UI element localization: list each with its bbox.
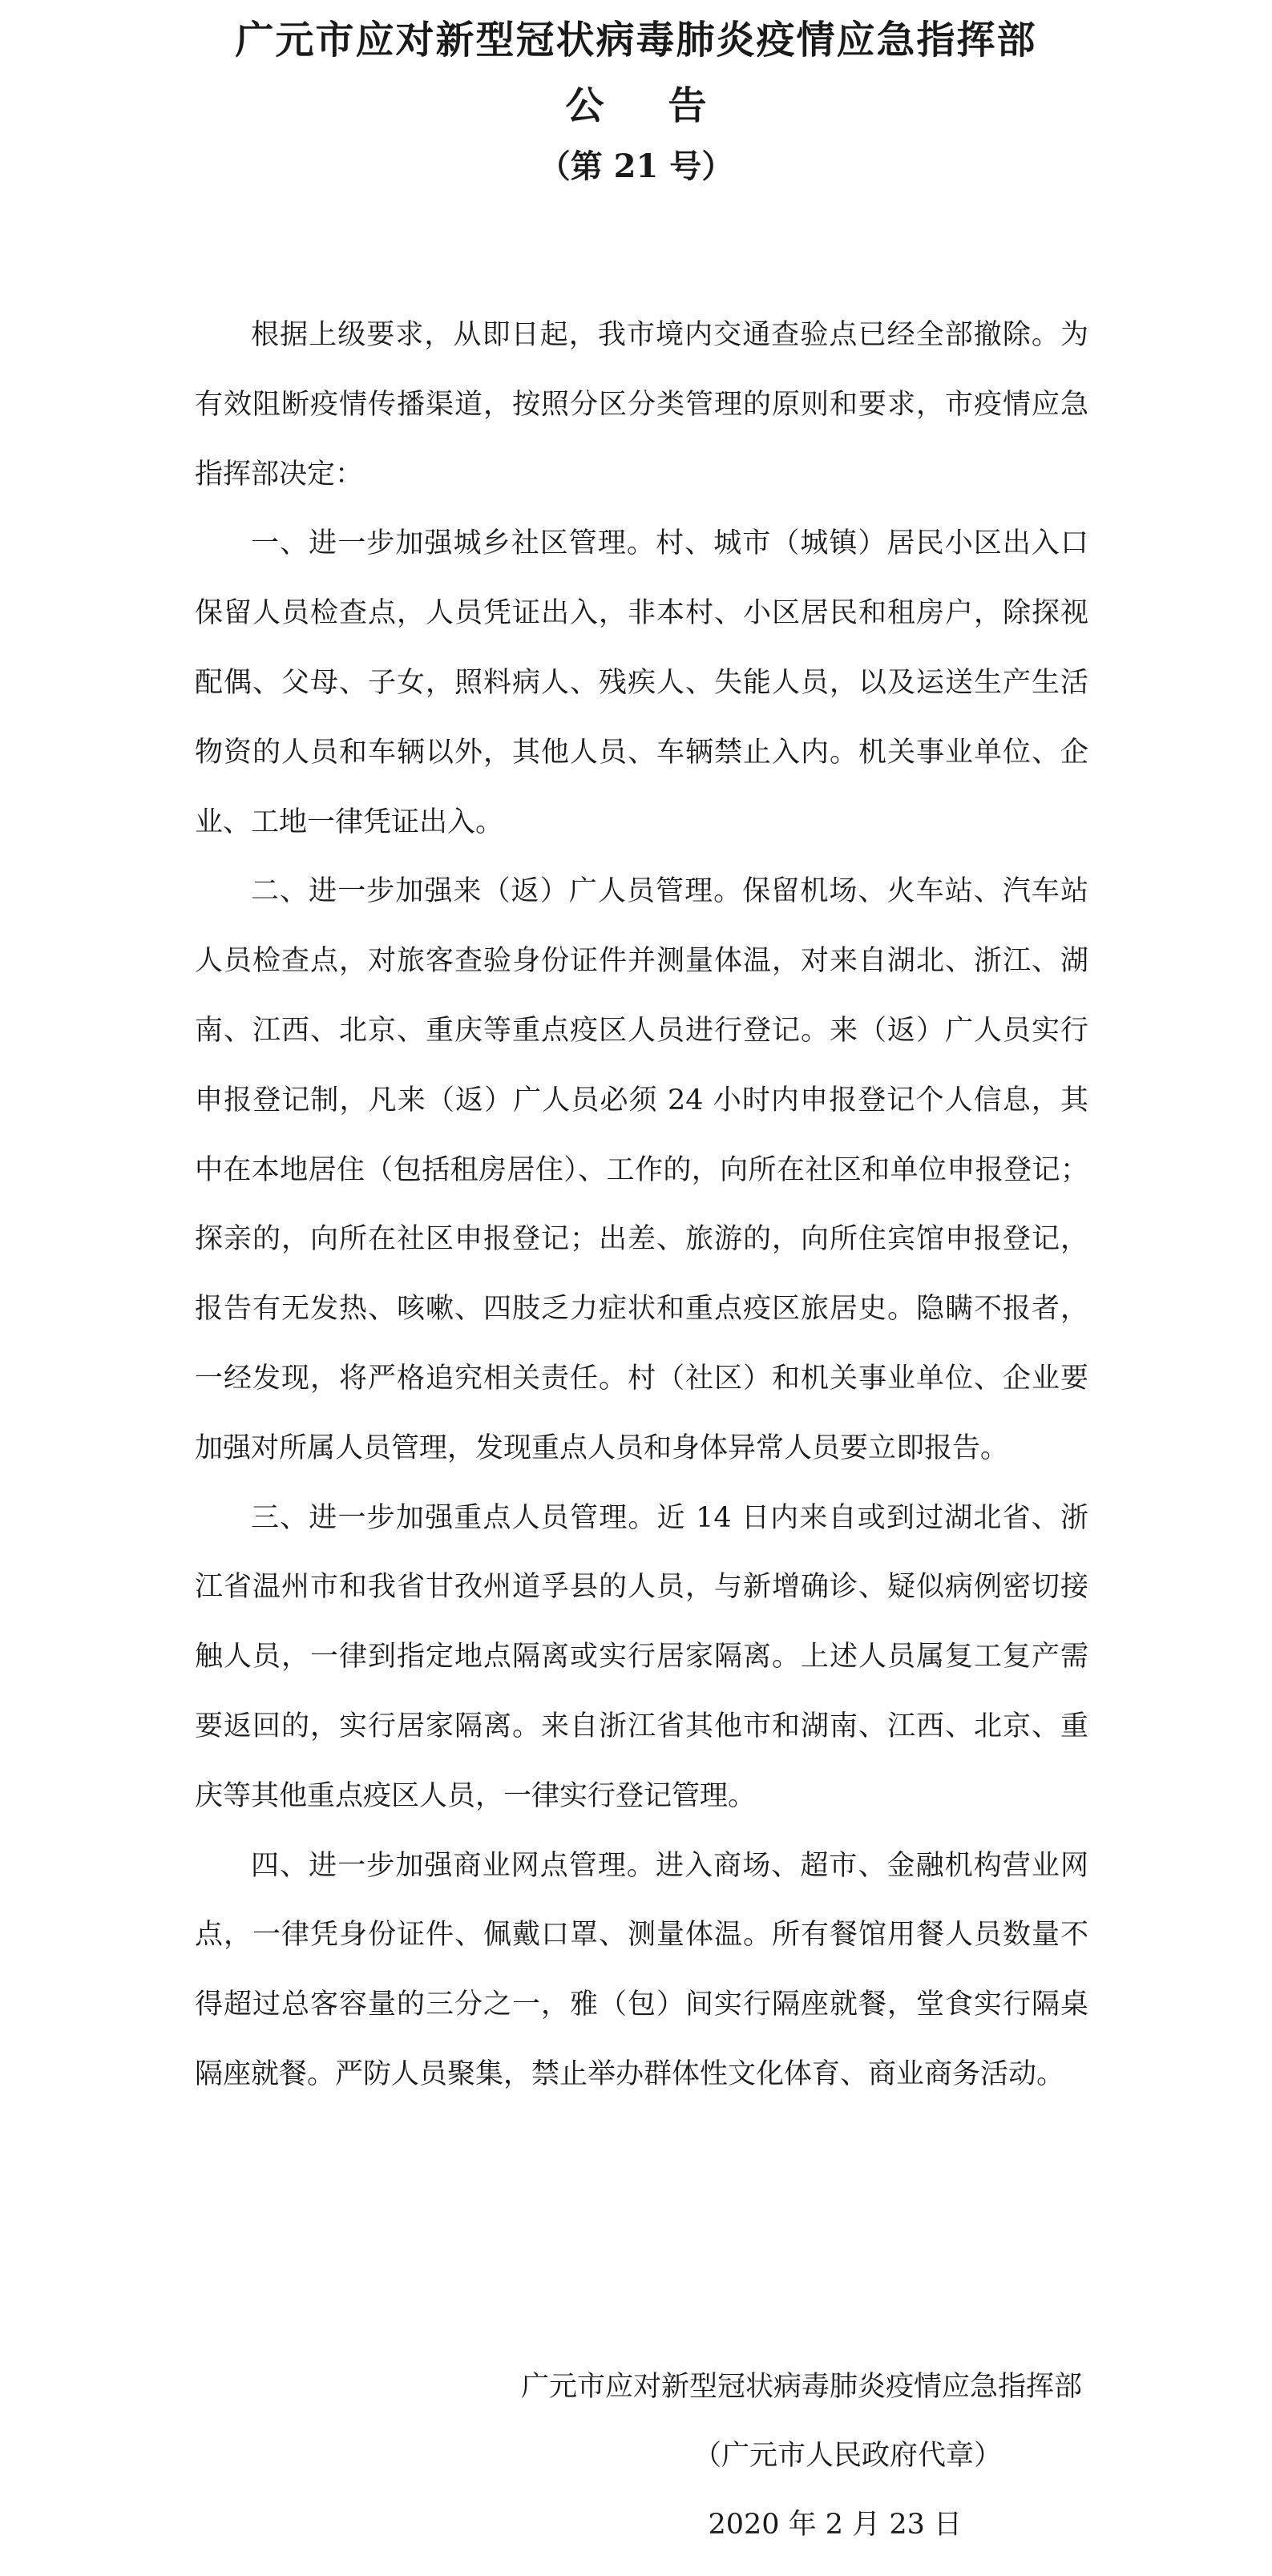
section-3-paragraph: 三、进一步加强重点人员管理。近 14 日内来自或到过湖北省、浙江省温州市和我省甘孜州道孚县的人员，与新增确诊、疑似病例密切接触人员，一律到指定地点隔离或实行居家隔离。上述人员属复工复产需要返回的，实行居家隔离。来自浙江省其他市和湖南、江西、北京、重庆等其他重点疫区人员，一律实行登记管理。 <box>195 1501 1088 1812</box>
signature-seal-note: （广元市人民政府代章） <box>693 2440 1002 2472</box>
document-type: 公告 <box>565 83 771 128</box>
section-2-paragraph: 二、进一步加强来（返）广人员管理。保留机场、火车站、汽车站人员检查点，对旅客查验身份证件并测量体温，对来自湖北、浙江、湖南、江西、北京、重庆等重点疫区人员进行登记。来（返）广人员实行申报登记制，凡来（返）广人员必须 24 小时内申报登记个人信息，其中在本地居住（包括租房居住）、工作的，向所在社区和单位申报登记；探亲的，向所在社区申报登记；出差、旅游的，向所住宾馆申报登记，报告有无发热、咳嗽、四肢乏力症状和重点疫区旅居史。隐瞒不报者，一经发现，将严格追究相关责任。村（社区）和机关事业单位、企业要加强对所属人员管理，发现重点人员和身体异常人员要立即报告。 <box>195 875 1088 1464</box>
section-4-paragraph: 四、进一步加强商业网点管理。进入商场、超市、金融机构营业网点，一律凭身份证件、佩戴口罩、测量体温。所有餐馆用餐人员数量不得超过总客容量的三分之一，雅（包）间实行隔座就餐，堂食实行隔桌隔座就餐。严防人员聚集，禁止举办群体性文化体育、商业商务活动。 <box>195 1849 1088 2090</box>
signature-date: 2020 年 2 月 23 日 <box>708 2509 962 2541</box>
section-1-paragraph: 一、进一步加强城乡社区管理。村、城市（城镇）居民小区出入口保留人员检查点，人员凭证出入，非本村、小区居民和租房户，除探视配偶、父母、子女，照料病人、残疾人、失能人员，以及运送生产生活物资的人员和车辆以外，其他人员、车辆禁止入内。机关事业单位、企业、工地一律凭证出入。 <box>195 527 1088 838</box>
announcement-body <box>195 301 1088 2110</box>
intro-paragraph: 根据上级要求，从即日起，我市境内交通查验点已经全部撤除。为有效阻断疫情传播渠道，按照分区分类管理的原则和要求，市疫情应急指挥部决定： <box>195 319 1088 491</box>
signature-organization: 广元市应对新型冠状病毒肺炎疫情应急指挥部 <box>520 2371 1082 2403</box>
document-number: （第 21 号） <box>538 147 734 185</box>
document-title: 广元市应对新型冠状病毒肺炎疫情应急指挥部 <box>235 18 1037 63</box>
